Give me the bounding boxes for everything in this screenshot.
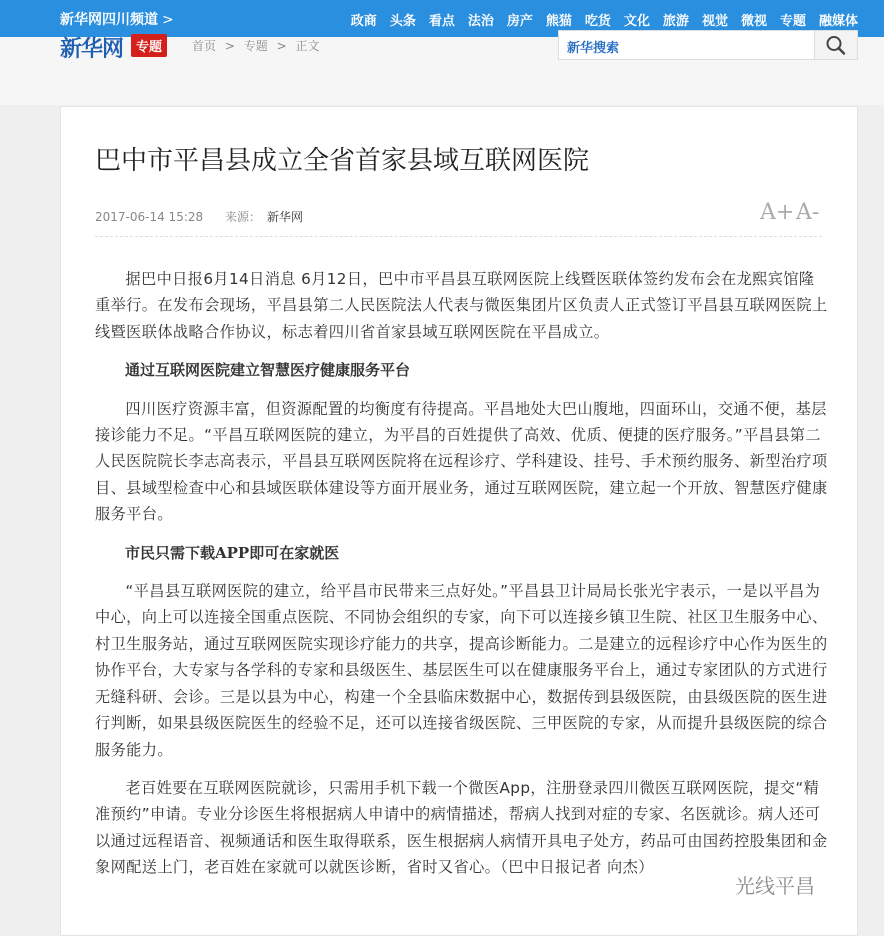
- site-logo[interactable]: 新华网: [60, 36, 124, 62]
- publish-date: 2017-06-14 15:28: [95, 210, 204, 224]
- nav-item[interactable]: 专题: [779, 14, 806, 29]
- divider: [95, 236, 822, 237]
- breadcrumb-separator: >: [276, 39, 287, 53]
- font-increase-button[interactable]: A+: [760, 200, 795, 225]
- breadcrumb-current: 正文: [295, 39, 320, 53]
- nav-item[interactable]: 旅游: [662, 14, 689, 29]
- font-decrease-button[interactable]: A-: [796, 200, 820, 225]
- nav-item[interactable]: 文化: [623, 14, 650, 29]
- logo-tag: 专题: [131, 34, 167, 57]
- paragraph: 老百姓要在互联网医院就诊，只需用手机下载一个微医App，注册登录四川微医互联网医院，提交“精准预约”申请。专业分诊医生将根据病人申请中的病情描述，帮病人找到对症的专家、名医就诊。病人还可以通过远程语音、视频通话和医生取得联系，医生根据病人病情开具电子处方，药品可由国药控股集团和金象网配送上门，老百姓在家就可以就医诊断，省时又省心。（巴中日报记者 向杰）: [95, 778, 828, 877]
- nav-item[interactable]: 看点: [428, 14, 455, 29]
- paragraph: “平昌县互联网医院的建立，给平昌市民带来三点好处。”平昌县卫计局局长张光宇表示，一是以平昌为中心，向上可以连接全国重点医院、不同协会组织的专家，向下可以连接乡镇卫生院、社区卫生服务中心、村卫生服务站，通过互联网医院实现诊疗能力的共享，提高诊断能力。二是建立的远程诊疗中心作为医生的协作平台，大专家与各学科的专家和县级医生、基层医生可以在健康服务平台上，通过专家团队的方式进行无缝科研、会诊。三是以县为中心，构建一个全县临床数据中心，数据传到县级医院，由县级医院的医生进行判断，如果县级医院医生的经验不足，还可以连接省级医院、三甲医院的专家，从而提升县级医院的综合服务能力。: [95, 582, 828, 759]
- breadcrumb: [192, 37, 324, 54]
- breadcrumb-topic[interactable]: 专题: [243, 39, 268, 53]
- channel-nav: [338, 10, 858, 29]
- source-name: 新华网: [266, 210, 303, 224]
- nav-item[interactable]: 熊猫: [545, 14, 572, 29]
- section-heading: 通过互联网医院建立智慧医疗健康服务平台: [125, 361, 411, 380]
- section-heading: 市民只需下载APP即可在家就医: [125, 543, 340, 562]
- paragraph: 据巴中日报6月14日消息 6月12日，巴中市平昌县互联网医院上线暨医联体签约发布会在龙熙宾馆隆重举行。在发布会现场，平昌县第二人民医院法人代表与微医集团片区负责人正式签订平昌县互联网医院上线暨医联体战略合作协议，标志着四川省首家县域互联网医院在平昌成立。: [95, 270, 828, 341]
- nav-item[interactable]: 房产: [506, 14, 533, 29]
- paragraph: 四川医疗资源丰富，但资源配置的均衡度有待提高。平昌地处大巴山腹地，四面环山，交通不便，基层接诊能力不足。“平昌互联网医院的建立，为平昌的百姓提供了高效、优质、便捷的医疗服务。”平昌县第二人民医院院长李志高表示，平昌县互联网医院将在远程诊疗、学科建设、挂号、手术预约服务、新型治疗项目、县域型检查中心和县域医联体建设等方面开展业务，通过互联网医院，建立起一个开放、智慧医疗健康服务平台。: [95, 399, 828, 524]
- nav-item[interactable]: 视觉: [701, 14, 728, 29]
- nav-item[interactable]: 微视: [740, 14, 767, 29]
- search-icon: [815, 31, 857, 59]
- search-placeholder: 新华搜索: [567, 41, 620, 56]
- article-title: 巴中市平昌县成立全省首家县域互联网医院: [95, 146, 590, 176]
- article-body: [95, 266, 828, 893]
- channel-link[interactable]: 新华网四川频道 >: [60, 12, 174, 28]
- nav-item[interactable]: 吃货: [584, 14, 611, 29]
- article-meta: [95, 208, 303, 225]
- nav-item[interactable]: 政商: [350, 14, 377, 29]
- nav-item[interactable]: 法治: [467, 14, 494, 29]
- watermark: 光线平昌: [735, 874, 815, 898]
- nav-item[interactable]: 头条: [389, 14, 416, 29]
- search-button[interactable]: [814, 31, 857, 59]
- nav-item[interactable]: 融媒体: [818, 14, 858, 29]
- source-label: 来源：: [224, 210, 261, 224]
- breadcrumb-home[interactable]: 首页: [192, 39, 217, 53]
- breadcrumb-separator: >: [224, 39, 235, 53]
- search-input[interactable]: [558, 30, 858, 60]
